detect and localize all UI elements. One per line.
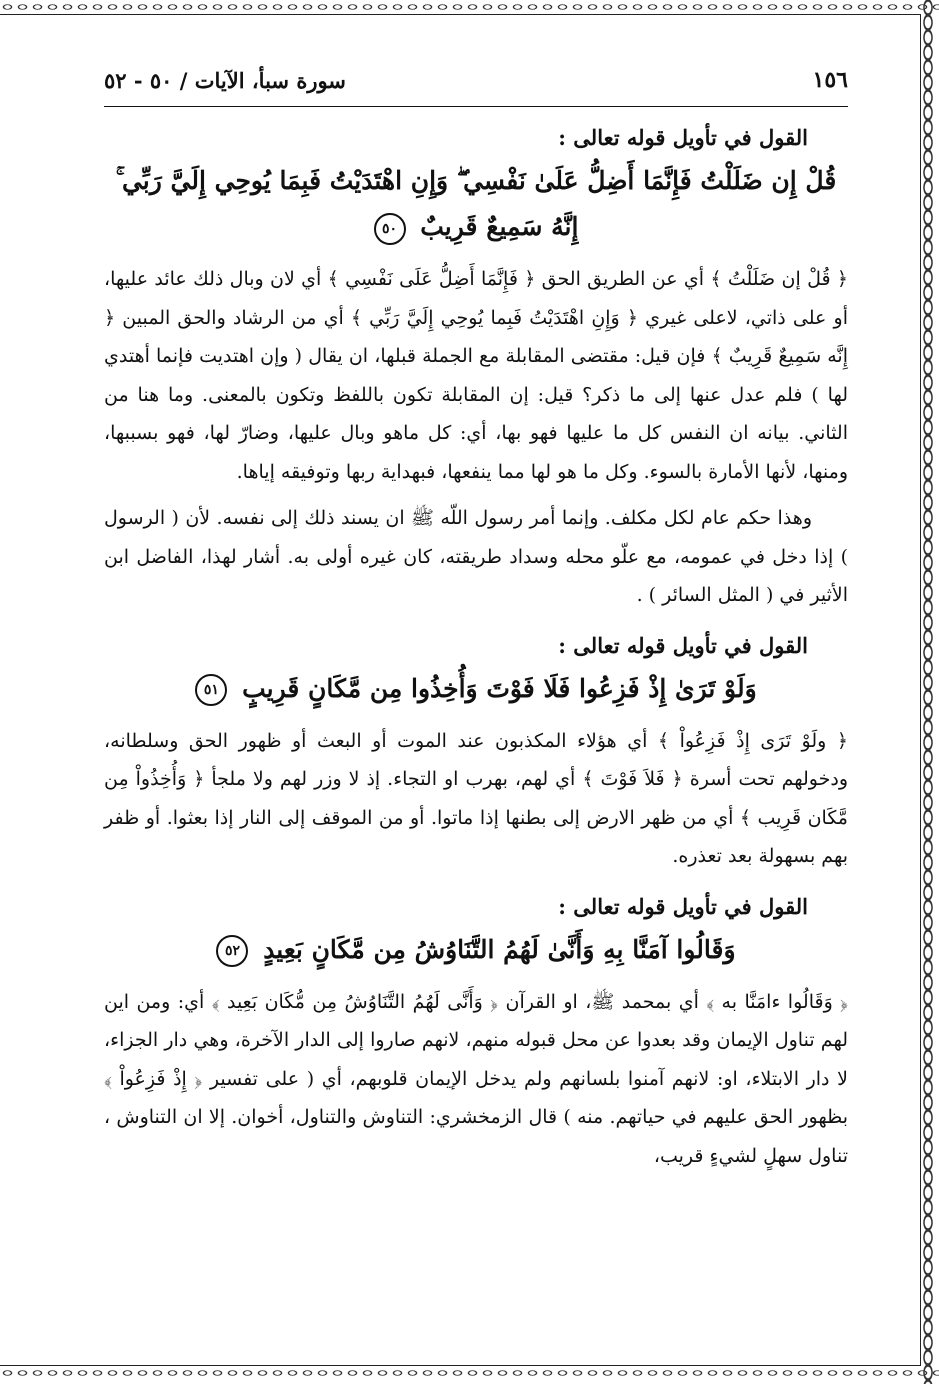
ornamental-border-right	[921, 0, 935, 1384]
verse-text: وَقَالُوا آمَنَّا بِهِ وَأَنَّىٰ لَهُمُ التَّنَاوُشُ مِن مَّكَانٍ بَعِيدٍ	[263, 934, 736, 964]
ornamental-border-bottom	[0, 1366, 939, 1380]
section-heading: القول في تأويل قوله تعالى :	[558, 893, 808, 919]
quran-verse	[104, 158, 848, 250]
section-heading: القول في تأويل قوله تعالى :	[558, 632, 808, 658]
section-verse-51	[104, 633, 848, 876]
commentary-paragraph: ﴿ قُلْ إن ضَلَلْتُ ﴾ أي عن الطريق الحق ﴿ فَإِنَّمَا أَضِلُّ عَلَى نَفْسِي ﴾ أي لان وبال ذلك عائد عليها، أو على ذاتي، لاعلى غيري ﴿ وَإِنِ اهْتَدَيْتُ فَبِما يُوحِي إِلَيَّ رَبِّي ﴾ أي من الرشاد والحق المبين ﴿ إِنَّه سَمِيعٌ قَرِيبٌ ﴾ فإن قيل: مقتضى المقابلة مع الجملة قبلها، ان يقال ( وإن اهتديت فإنما أهتدي لها ) فلم عدل عنها إلى ما ذكر؟ قيل: إن المقابلة تكون باللفظ وتكون بالمعنى. وما هنا من الثاني. بيانه ان النفس كل ما عليها فهو بها، أي: كل ماهو وبال عليها، وضارّ لها، فهو بسببها، ومنها، لأنها الأمارة بالسوء. وكل ما هو لها مما ينفعها، فبهداية ربها وتوفيقه إياها.	[104, 268, 848, 483]
border-rule-right	[920, 14, 921, 1366]
quran-verse	[104, 666, 848, 712]
verse-number-badge: ٥١	[195, 674, 227, 706]
border-rule-bottom	[0, 1365, 921, 1366]
page-number: ١٥٦	[812, 67, 848, 93]
commentary-paragraph: ﴿ ولَوْ تَرَى إِذْ فَزِعُواْ ﴾ أي هؤلاء المكذبون عند الموت أو البعث أو ظهور الحق وسلطانه، ودخولهم تحت أسرة ﴿ فَلاَ فَوْتَ ﴾ أي لهم، بهرب او التجاء. إذ لا وزر لهم ولا ملجأ ﴿ وَأُخِذُواْ مِن مَّكَان قَرِيب ﴾ أي من ظهر الارض إلى بطنها إذا ماتوا. أو من الموقف إلى النار إذا بعثوا. أو ظفر بهم بسهولة بعد تعذره.	[104, 729, 848, 867]
page-header	[104, 60, 848, 107]
section-heading: القول في تأويل قوله تعالى :	[558, 125, 808, 150]
commentary-paragraph: ﴿ وَقَالُوا ءامَنَّا به ﴾ أي بمحمد ﷺ، او القرآن ﴿ وَأَنَّى لَهُمُ التَّنَاوُشُ مِن مُّكَان بَعِيد ﴾ أي: ومن اين لهم تناول الإيمان وقد بعدوا عن محل قبوله منهم، لانهم صاروا إلى الدار الآخرة، وهي دار الجزاء، لا دار الابتلاء، او: لانهم آمنوا بلسانهم ولم يدخل الإيمان قلوبهم، أي ( على تفسير ﴿ إِذْ فَزِعُواْ ﴾ بظهور الحق عليهم في حياتهم. منه ) قال الزمخشري: التناوش والتناول، أخوان. إلا ان التناوش ، تناول سهلٍ لشيءٍ قريب،	[104, 990, 848, 1167]
running-title: سورة سبأ، الآيات / ٥٠ - ٥٢	[104, 67, 346, 93]
book-page	[104, 60, 848, 1175]
section-verse-52	[104, 894, 848, 1176]
commentary-paragraph: وهذا حكم عام لكل مكلف. وإنما أمر رسول اللّه ﷺ ان يسند ذلك إلى نفسه. لأن ( الرسول ) إذا دخل في عمومه، مع علّو محله وسداد طريقته، كان غيره أولى به. أشار لهذا، الفاضل ابن الأثير في ( المثل السائر ) .	[104, 507, 848, 606]
section-verse-50	[104, 125, 848, 615]
verse-text: قُلْ إِن ضَلَلْتُ فَإِنَّمَا أَضِلُّ عَلَىٰ نَفْسِي ۖ وَإِنِ اهْتَدَيْتُ فَبِمَا يُوحِي إِلَيَّ رَبِّي ۚ إِنَّهُ سَمِيعٌ قَرِيبٌ	[115, 166, 837, 241]
verse-number-badge: ٥٠	[374, 213, 406, 245]
verse-number-badge: ٥٢	[216, 935, 248, 967]
quran-verse	[104, 927, 848, 973]
verse-text: وَلَوْ تَرَىٰ إِذْ فَزِعُوا فَلَا فَوْتَ وَأُخِذُوا مِن مَّكَانٍ قَرِيبٍ	[242, 673, 757, 703]
border-rule-top	[0, 14, 921, 15]
ornamental-border-top	[0, 0, 939, 14]
